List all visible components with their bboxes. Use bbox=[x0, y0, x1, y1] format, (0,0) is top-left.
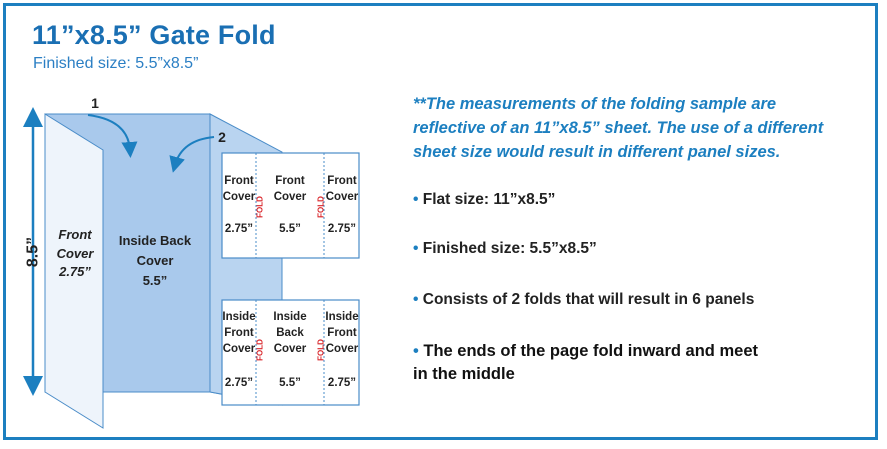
step-1-label: 1 bbox=[91, 95, 99, 111]
outside-sheet bbox=[222, 153, 359, 258]
outside-dim-right: 2.75” bbox=[327, 223, 357, 235]
measurement-note-text: **The measurements of the folding sample are reflective of an 11”x8.5” sheet. The use of a different sheet size would result in different panel sizes. bbox=[413, 95, 824, 161]
inside-fold-label-left: FOLD bbox=[255, 339, 265, 361]
outside-left-line-1: Front bbox=[224, 175, 254, 187]
outside-center-line-1: Front bbox=[275, 175, 305, 187]
outside-right-line-1: Front bbox=[327, 175, 357, 187]
outside-center-line-2: Cover bbox=[273, 191, 307, 203]
inside-fold-label-right: FOLD bbox=[316, 339, 326, 361]
bullet-dot: • bbox=[413, 240, 419, 257]
outside-dim-left: 2.75” bbox=[224, 223, 254, 235]
outside-right-line-2: Cover bbox=[325, 191, 359, 203]
outside-fold-label-right: FOLD bbox=[316, 196, 326, 218]
page-title: 11”x8.5” Gate Fold bbox=[32, 20, 276, 50]
bullet-ends-fold-text: The ends of the page fold inward and meet in the middle bbox=[413, 342, 758, 383]
measurement-note bbox=[413, 92, 853, 164]
left-panel-line-2: Cover bbox=[56, 246, 94, 261]
inside-dim-center: 5.5” bbox=[279, 377, 301, 389]
outside-dim-center: 5.5” bbox=[279, 223, 301, 235]
left-panel-line-3: 2.75” bbox=[59, 264, 91, 279]
bullet-flat-size-text: Flat size: 11”x8.5” bbox=[422, 191, 556, 208]
left-panel-line-1: Front bbox=[58, 227, 92, 242]
step-2-label: 2 bbox=[218, 129, 226, 145]
bullet-dot: • bbox=[413, 291, 419, 308]
inside-center-line-3: Cover bbox=[273, 343, 307, 355]
bullet-finished-size bbox=[413, 237, 597, 260]
inside-right-line-3: Cover bbox=[325, 343, 359, 355]
center-panel-line-2: Cover bbox=[136, 253, 174, 268]
inside-right-line-1: Inside bbox=[325, 311, 359, 323]
left-panel-text bbox=[57, 227, 95, 279]
bullet-folds-text: Consists of 2 folds that will result in 6 panels bbox=[422, 291, 755, 308]
bullet-dot: • bbox=[413, 342, 419, 360]
outside-left-line-2: Cover bbox=[222, 191, 256, 203]
bullet-dot: • bbox=[413, 191, 419, 208]
inside-right-line-2: Front bbox=[327, 327, 357, 339]
inside-left-line-3: Cover bbox=[222, 343, 256, 355]
bullet-ends-fold bbox=[413, 340, 773, 386]
center-panel-line-3: 5.5” bbox=[142, 273, 168, 288]
center-panel-line-1: Inside Back bbox=[118, 233, 192, 248]
inside-center-line-1: Inside bbox=[273, 311, 307, 323]
inside-center-line-2: Back bbox=[276, 327, 304, 339]
outside-sheet-border bbox=[222, 153, 359, 258]
inside-left-line-1: Inside bbox=[222, 311, 256, 323]
inside-sheet bbox=[222, 300, 359, 405]
bullet-folds bbox=[413, 288, 754, 311]
inside-dim-left: 2.75” bbox=[224, 377, 254, 389]
outside-fold-label-left: FOLD bbox=[255, 196, 265, 218]
bullet-flat-size bbox=[413, 188, 555, 211]
inside-dim-right: 2.75” bbox=[327, 377, 357, 389]
inside-left-line-2: Front bbox=[224, 327, 254, 339]
page-subtitle: Finished size: 5.5”x8.5” bbox=[33, 55, 199, 72]
height-label: 8.5” bbox=[24, 236, 42, 268]
bullet-finished-size-text: Finished size: 5.5”x8.5” bbox=[422, 240, 597, 257]
